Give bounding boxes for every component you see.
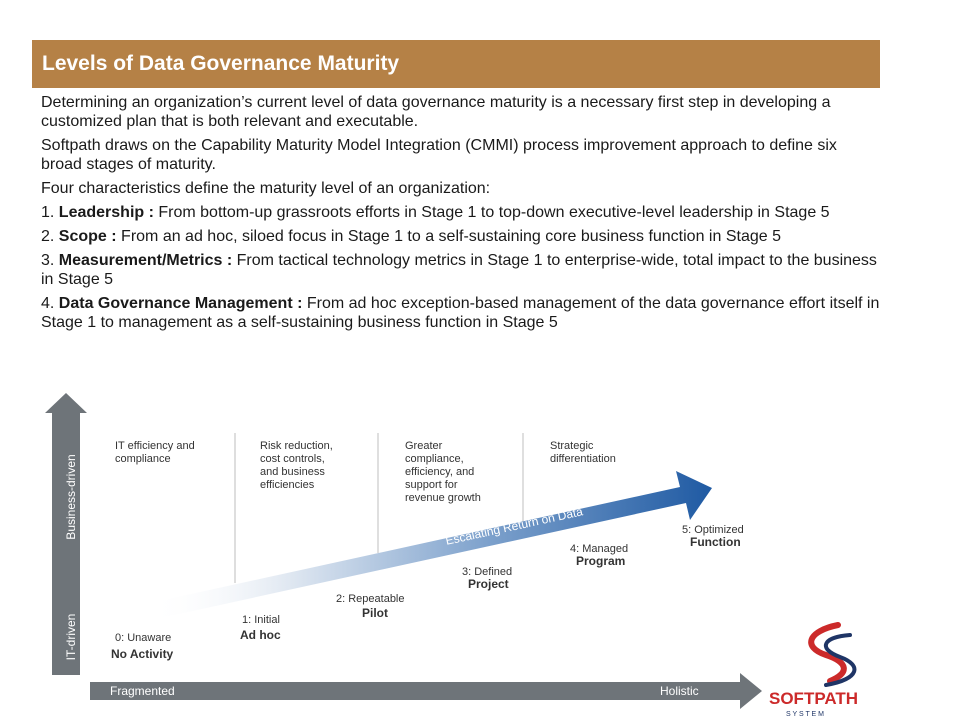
benefit-texts: [115, 440, 616, 504]
characteristic-management: 4. Data Governance Management : From ad hoc exception-based management of the data governance effort itself in Stage 1 to management as a self-sustaining business function in Stage 5: [41, 295, 880, 331]
characteristic-term: Measurement/Metrics :: [58, 252, 233, 269]
y-axis-top-label: Business-driven: [64, 454, 78, 540]
y-axis-arrow: [45, 393, 87, 675]
stage-4-name: Program: [576, 554, 626, 568]
stage-2-name: Pilot: [362, 606, 388, 620]
y-axis-bottom-label: IT-driven: [64, 613, 78, 661]
stage-0-level: 0: Unaware: [115, 632, 172, 644]
characteristic-metrics: 3. Measurement/Metrics : From tactical technology metrics in Stage 1 to enterprise-wide, total impact to the business in Stage 5: [41, 252, 877, 288]
stage-0-name: No Activity: [111, 647, 174, 661]
characteristic-scope: 2. Scope : From an ad hoc, siloed focus in Stage 1 to a self-sustaining core business function in Stage 5: [41, 228, 781, 245]
return-arrow-label: Escalating Return on Data: [444, 504, 585, 548]
stage-3-name: Project: [468, 577, 509, 591]
stage-3-level: 3: Defined: [462, 566, 513, 578]
page-title: Levels of Data Governance Maturity: [42, 52, 400, 75]
stage-2-level: 2: Repeatable: [336, 593, 405, 605]
stage-1-level: 1: Initial: [242, 614, 280, 626]
benefit-greater-compliance: Greater compliance, efficiency, and support for revenue growth: [405, 440, 481, 504]
logo-swoosh-red: [811, 625, 844, 681]
softpath-logo: [769, 625, 858, 718]
logo-tagline: S Y S T E M: [786, 711, 825, 718]
x-axis-arrow: [90, 673, 762, 709]
benefit-risk-reduction: Risk reduction, cost controls, and business efficiencies: [260, 440, 333, 491]
cmmi-paragraph: Softpath draws on the Capability Maturity Model Integration (CMMI) process improvement approach to define six broad stages of maturity.: [41, 137, 837, 173]
intro-paragraph: Determining an organization’s current level of data governance maturity is a necessary first step in developing a customized plan that is both relevant and executable.: [41, 94, 831, 130]
benefit-it-efficiency: IT efficiency and compliance: [115, 440, 195, 465]
benefit-strategic: Strategic differentiation: [550, 440, 616, 465]
body-text: [41, 93, 881, 337]
x-axis-left-label: Fragmented: [110, 684, 175, 698]
stage-1-name: Ad hoc: [240, 628, 281, 642]
stage-5-level: 5: Optimized: [682, 524, 744, 536]
characteristics-intro: Four characteristics define the maturity level of an organization:: [41, 180, 491, 197]
stage-4-level: 4: Managed: [570, 543, 629, 555]
x-axis-right-label: Holistic: [660, 684, 699, 698]
characteristic-term: Scope :: [58, 228, 117, 245]
title-bar: [32, 40, 880, 88]
logo-name: SOFTPATH: [769, 689, 859, 708]
characteristic-term: Leadership :: [58, 204, 154, 221]
characteristic-leadership: 1. Leadership : From bottom-up grassroots efforts in Stage 1 to top-down executive-level leadership in Stage 5: [41, 204, 830, 221]
stage-5-name: Function: [690, 535, 741, 549]
characteristic-term: Data Governance Management :: [58, 295, 303, 312]
maturity-diagram: [0, 385, 960, 720]
